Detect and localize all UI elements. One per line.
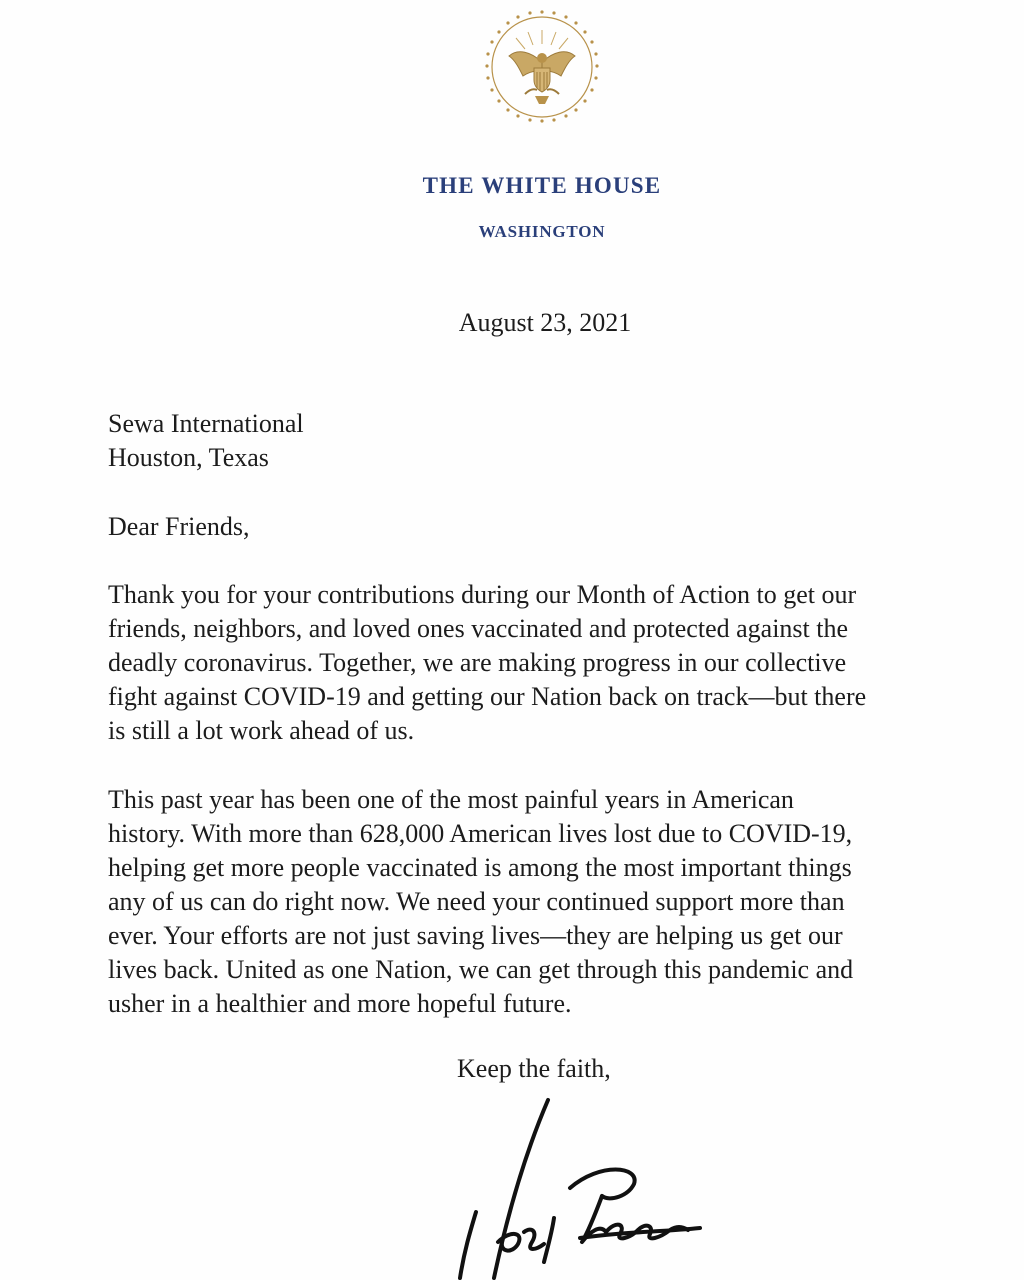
paragraph-line: lives back. United as one Nation, we can get through this pandemic and — [108, 955, 854, 984]
body-paragraph-1 — [108, 578, 988, 748]
salutation: Dear Friends, — [108, 512, 250, 541]
paragraph-line: usher in a healthier and more hopeful future. — [108, 989, 572, 1018]
paragraph-line: Thank you for your contributions during our Month of Action to get our — [108, 580, 857, 609]
body-paragraph-2 — [108, 783, 988, 1021]
closing: Keep the faith, — [457, 1054, 611, 1083]
letterhead-title: THE WHITE HOUSE — [422, 173, 662, 198]
presidential-seal-icon — [473, 4, 611, 142]
paragraph-line: fight against COVID-19 and getting our Nation back on track—but there — [108, 682, 867, 711]
recipient-name: Sewa International — [108, 409, 304, 438]
paragraph-line: any of us can do right now. We need your continued support more than — [108, 887, 845, 916]
letter-date: August 23, 2021 — [458, 308, 632, 337]
recipient-location: Houston, Texas — [108, 443, 269, 472]
recipient-block — [108, 407, 304, 475]
paragraph-line: deadly coronavirus. Together, we are making progress in our collective — [108, 648, 847, 677]
paragraph-line: ever. Your efforts are not just saving lives—they are helping us get our — [108, 921, 843, 950]
handwritten-signature-icon — [420, 1092, 720, 1280]
paragraph-line: This past year has been one of the most painful years in American — [108, 785, 794, 814]
paragraph-line: helping get more people vaccinated is among the most important things — [108, 853, 852, 882]
paragraph-line: is still a lot work ahead of us. — [108, 716, 415, 745]
paragraph-line: history. With more than 628,000 American lives lost due to COVID-19, — [108, 819, 853, 848]
paragraph-line: friends, neighbors, and loved ones vaccinated and protected against the — [108, 614, 849, 643]
letterhead-location: WASHINGTON — [478, 222, 606, 241]
